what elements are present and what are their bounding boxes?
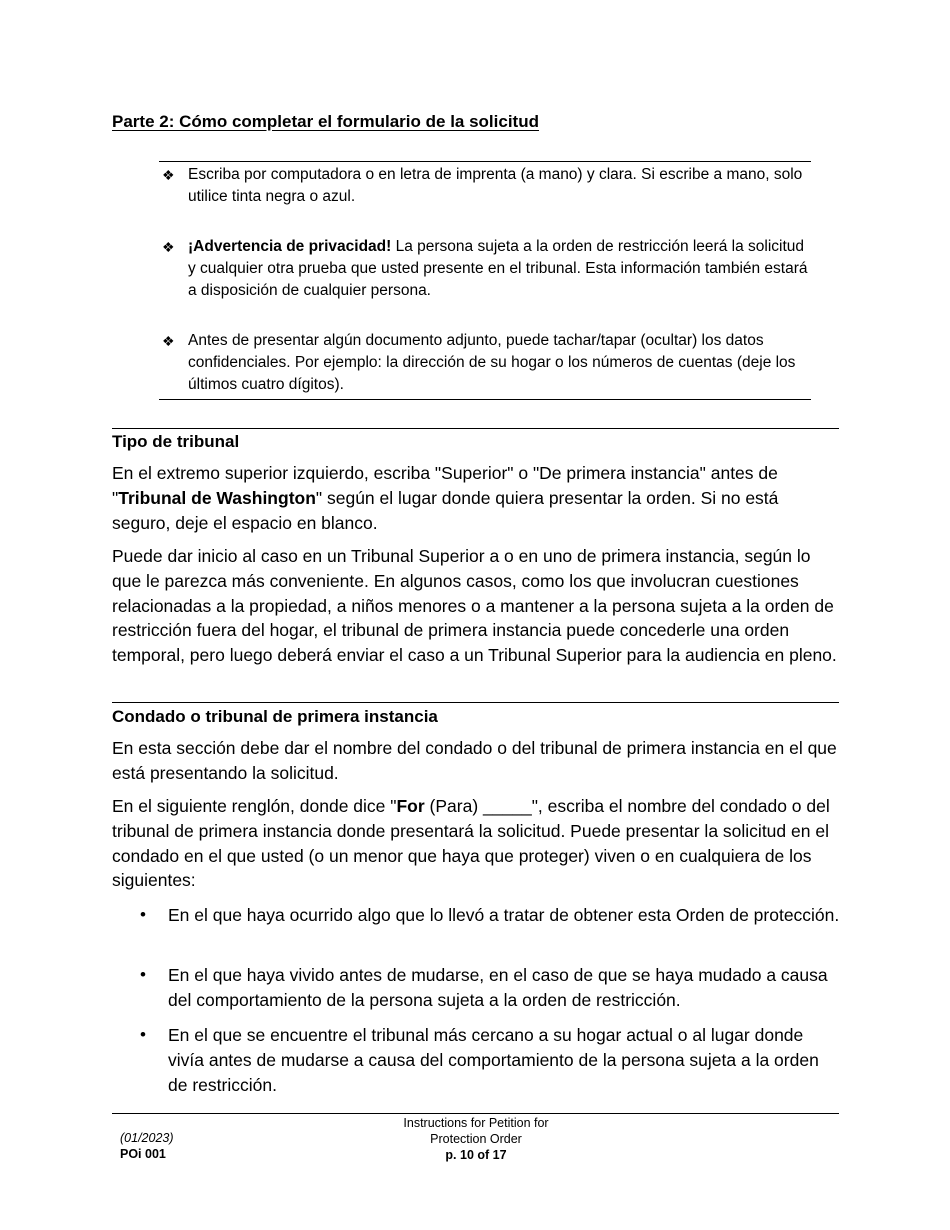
bullet-icon: • xyxy=(140,1025,146,1044)
diamond-bullet-icon: ❖ xyxy=(162,239,175,255)
court-type-heading: Tipo de tribunal xyxy=(112,432,240,451)
footer-page-number: p. 10 of 17 xyxy=(445,1148,507,1162)
document-page: Parte 2: Cómo completar el formulario de la solicitud ❖ Escriba por computadora o en letra de imprenta (a mano) y clara. Si escribe a mano, solo utilice tinta negra o azul. ❖ ¡Advertencia de privacidad! La persona sujeta a la orden de restricción leerá la solicitud y cualquier otra prueba que usted presente en el tribunal. Esta información también estará a disposición de cualquier persona. ❖ Antes de presentar algún documento adjunto, puede tachar/tapar (ocultar) los datos confidenciales. Por ejemplo: la dirección de su hogar o los números de cuentas (deje los últimos cuatro dígitos). Tipo de tribunal En el extremo superior izquierdo, escriba "Superior" o "De primera instancia" antes de "Tribunal de Washington" según el lugar donde quiera presentar la orden. Si no está seguro, deje el espacio en blanco. Puede dar inicio al caso en un Tribunal Superior a o en uno de primera instancia, según lo que le parezca más conveniente. En algunos casos, como los que involucran cuestiones relacionadas a la propiedad, a niños menores o a mantener a la persona sujeta a la orden de restricción fuera del hogar, el tribunal de primera instancia puede concederle una orden temporal, pero luego deberá enviar el caso a un Tribunal Superior para la audiencia en pleno. Condado o tribunal de primera instancia En esta sección debe dar el nombre del condado o del tribunal de primera instancia en el que está presentando la solicitud. En el siguiente renglón, donde dice "For (Para) _____", escriba el nombre del condado o del tribunal de primera instancia donde presentará la solicitud. Puede presentar la solicitud en el condado en el que usted (o un menor que haya que proteger) viven o en cualquiera de los siguientes: • En el que haya ocurrido algo que lo llevó a tratar de obtener esta Orden de protección. • En el que haya vivido antes de mudarse, en el caso de que se haya mudado a causa del comportamiento de la persona sujeta a la orden de restricción. • En el que se encuentre el tribunal más cercano a su hogar actual o al lugar donde vivía antes de mudarse a causa del comportamiento de la persona sujeta a la orden de restricción. (01/2023) POi 001 Instructions for Petition for Protection Order p. 10 of 17 xyxy=(112,112,840,1162)
section-divider xyxy=(112,428,839,429)
tip-text: Escriba por computadora o en letra de imprenta (a mano) y clara. Si escribe a mano, solo utilice tinta negra o azul. xyxy=(188,166,803,205)
footer-doc-title-line-2: Protection Order xyxy=(430,1132,522,1146)
county-paragraph-2: En el siguiente renglón, donde dice "For (Para) _____", escriba el nombre del condado o del tribunal de primera instancia donde presentará la solicitud. Puede presentar la solicitud en el condado en el que usted (o un menor que haya que proteger) viven o en cualquiera de los siguientes: xyxy=(112,796,830,891)
bullet-icon: • xyxy=(140,905,146,924)
privacy-warning-label: ¡Advertencia de privacidad! xyxy=(188,238,392,255)
court-type-paragraph-2: Puede dar inicio al caso en un Tribunal Superior a o en uno de primera instancia, según lo que le parezca más conveniente. En algunos casos, como los que involucran cuestiones relacionadas a la propiedad, a niños menores o a mantener a la persona sujeta a la orden de restricción fuera del hogar, el tribunal de primera instancia puede concederle una orden temporal, pero luego deberá enviar el caso a un Tribunal Superior para la audiencia en pleno. xyxy=(112,546,837,666)
diamond-bullet-icon: ❖ xyxy=(162,167,175,183)
footer-date: (01/2023) xyxy=(120,1131,174,1145)
bullet-icon: • xyxy=(140,965,146,984)
county-heading: Condado o tribunal de primera instancia xyxy=(112,707,438,726)
section-divider xyxy=(112,702,839,703)
court-type-paragraph-1: En el extremo superior izquierdo, escriba "Superior" o "De primera instancia" antes de "Tribunal de Washington" según el lugar donde quiera presentar la orden. Si no está seguro, deje el espacio en blanco. xyxy=(112,463,779,533)
tip-text: ¡Advertencia de privacidad! La persona sujeta a la orden de restricción leerá la solicitud y cualquier otra prueba que usted presente en el tribunal. Esta información también estará a disposición de cualquier persona. xyxy=(188,238,808,299)
footer-form-code: POi 001 xyxy=(120,1147,166,1161)
diamond-bullet-icon: ❖ xyxy=(162,333,175,349)
footer-divider xyxy=(112,1113,839,1114)
footer-doc-title-line-1: Instructions for Petition for xyxy=(403,1116,549,1130)
tip-text: Antes de presentar algún documento adjunto, puede tachar/tapar (ocultar) los datos confidenciales. Por ejemplo: la dirección de su hogar o los números de cuentas (deje los últimos cuatro dígitos). xyxy=(188,332,796,393)
instructions-box xyxy=(159,161,811,400)
county-paragraph-1: En esta sección debe dar el nombre del condado o del tribunal de primera instancia en el que está presentando la solicitud. xyxy=(112,738,837,783)
section-title: Parte 2: Cómo completar el formulario de la solicitud xyxy=(112,112,539,131)
